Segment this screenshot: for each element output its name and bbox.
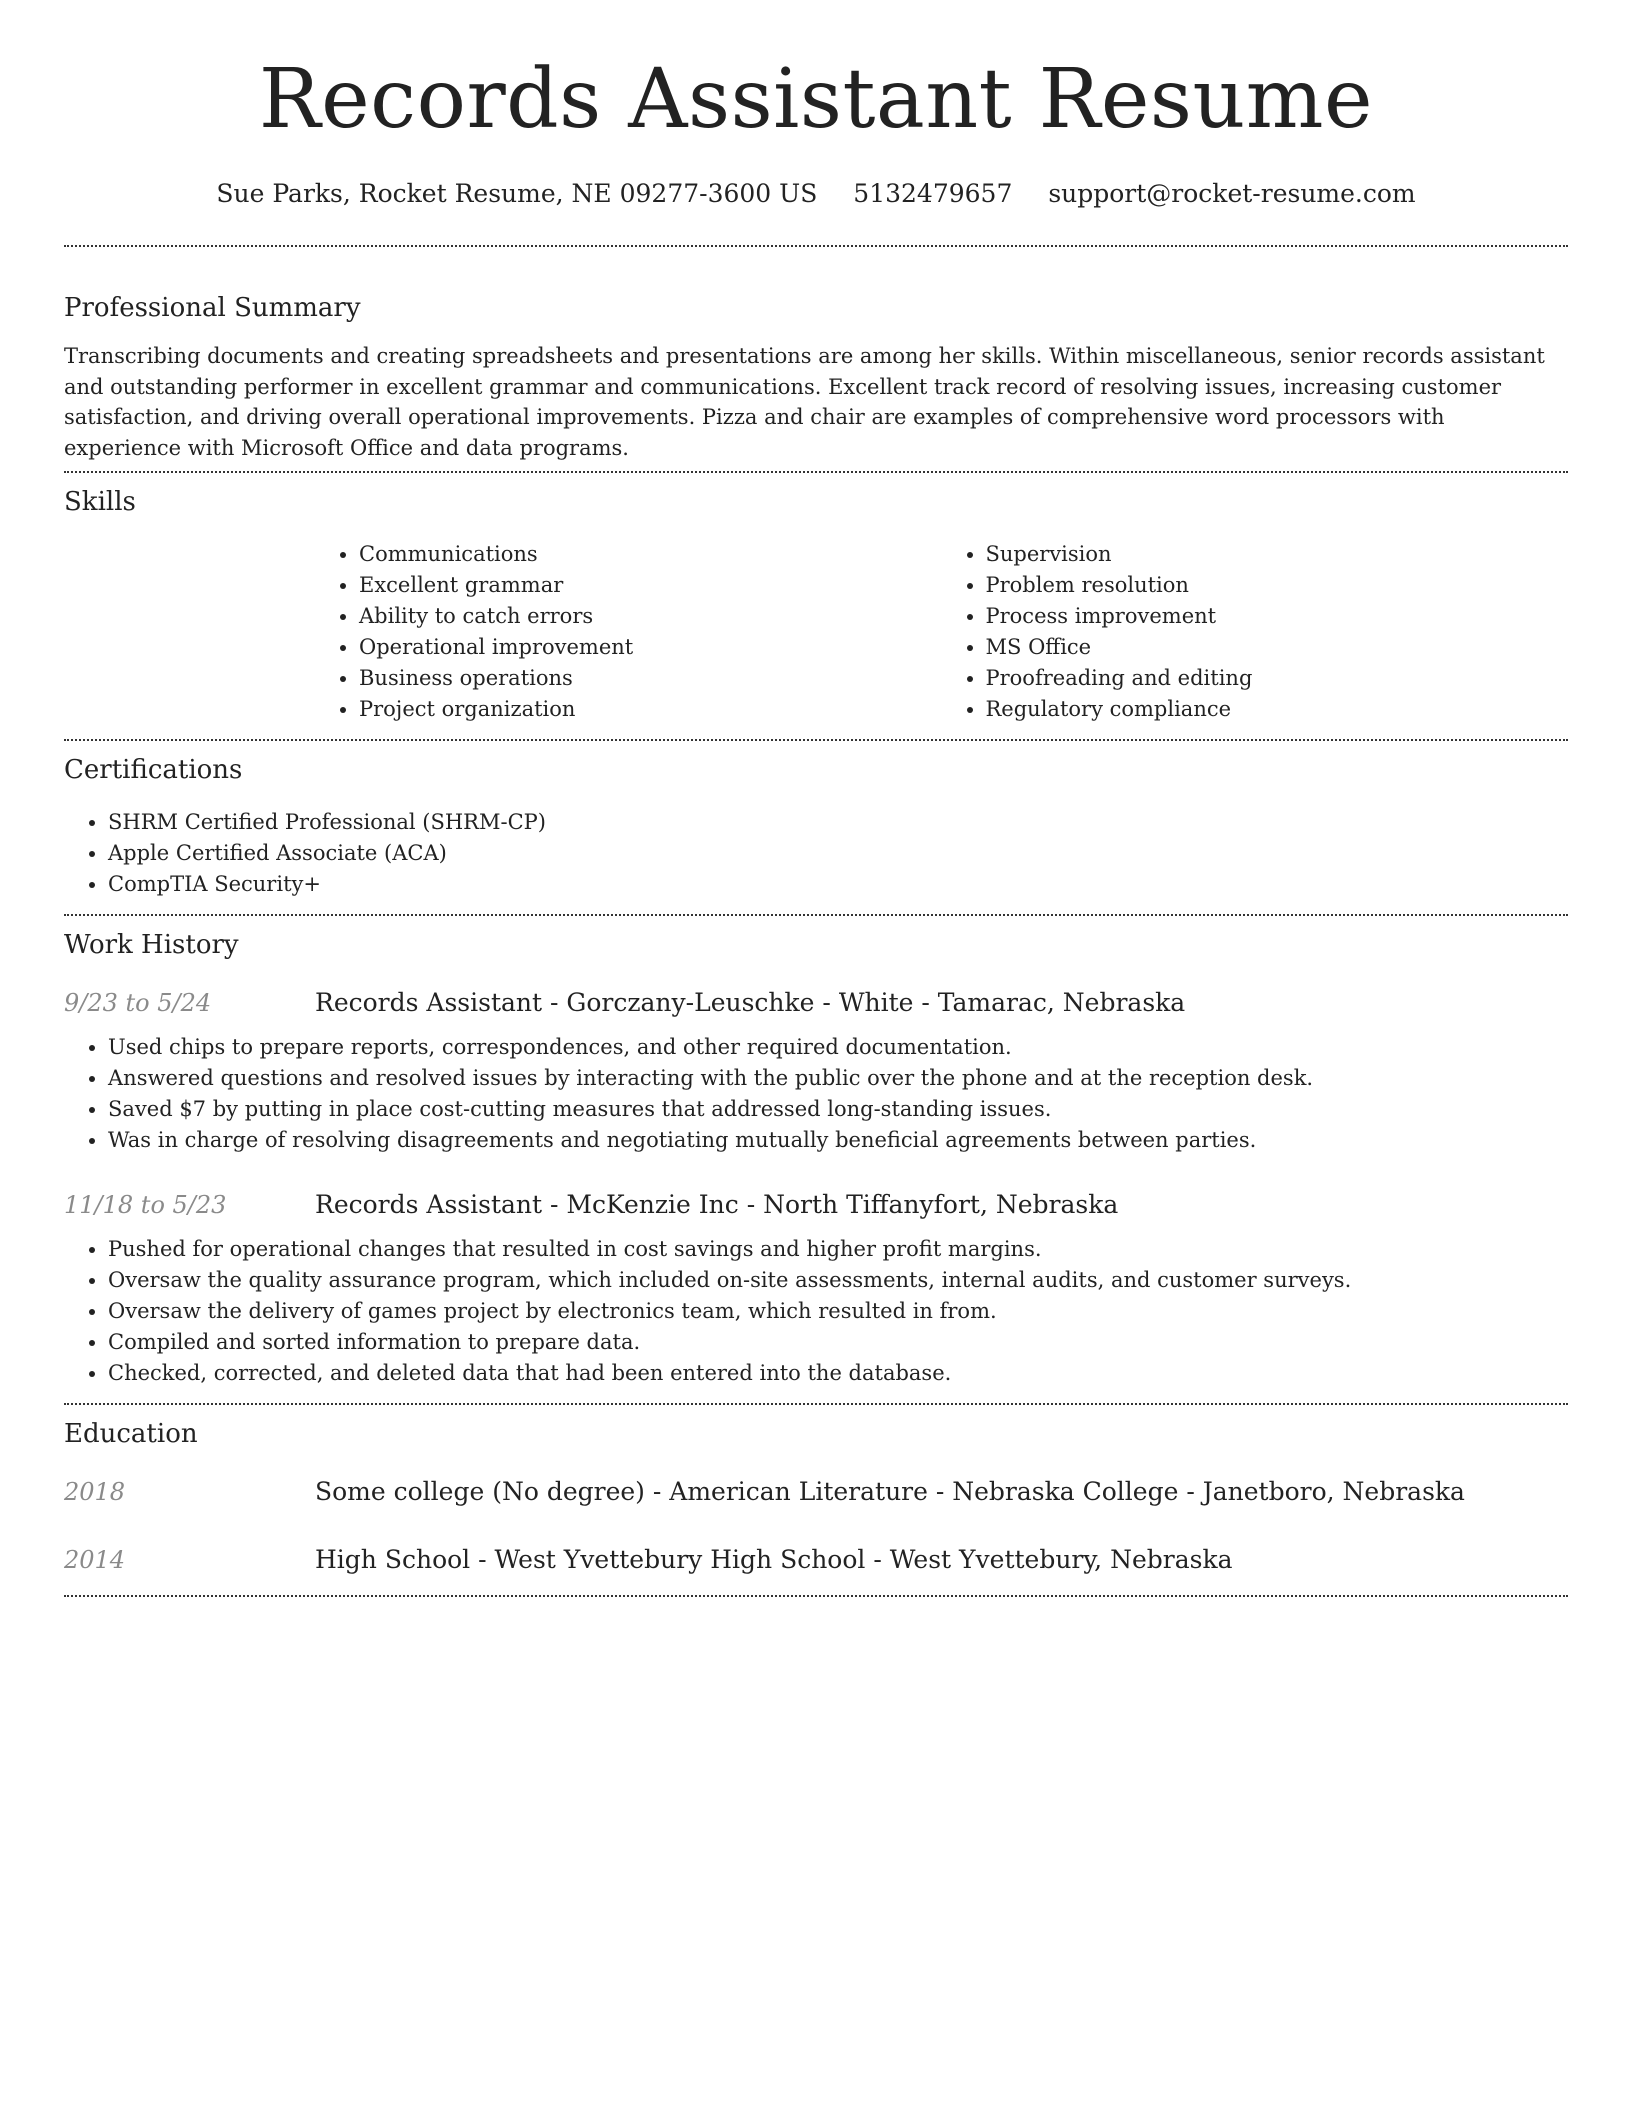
job-entry [64,986,1568,1020]
skill-item: • Business operations [359,663,942,694]
skill-item: • Supervision [986,539,1569,570]
education-entry [64,1543,1568,1577]
skill-item: • Process improvement [986,601,1569,632]
job-bullet: • Pushed for operational changes that resulted in cost savings and higher profit margins. [108,1234,1568,1265]
certification-item: • CompTIA Security+ [108,869,1568,900]
certifications-list [64,807,1568,900]
skill-item: • Project organization [359,694,942,725]
certification-item: • SHRM Certified Professional (SHRM-CP) [108,807,1568,838]
contact-email: support@rocket-resume.com [1048,179,1416,208]
skills-grid [315,539,1568,725]
certifications-heading: Certifications [64,755,243,785]
education-entry [64,1475,1568,1509]
job-bullet: • Oversaw the delivery of games project by electronics team, which resulted in from. [108,1296,1568,1327]
skill-item: • Regulatory compliance [986,694,1569,725]
job-dates: 9/23 to 5/24 [64,989,212,1017]
education-heading: Education [64,1419,198,1449]
job-bullet: • Used chips to prepare reports, correspondences, and other required documentation. [108,1032,1568,1063]
job-dates: 11/18 to 5/23 [64,1191,227,1219]
job-bullet: • Oversaw the quality assurance program, which included on-site assessments, internal audits, and customer surveys. [108,1265,1568,1296]
skills-list-left [315,539,942,725]
education-year: 2018 [64,1478,126,1506]
contact-line [64,178,1568,210]
skill-item: • Communications [359,539,942,570]
divider [64,914,1568,916]
skill-item: • Ability to catch errors [359,601,942,632]
skill-item: • Problem resolution [986,570,1569,601]
certification-item: • Apple Certified Associate (ACA) [108,838,1568,869]
divider [64,739,1568,741]
divider [64,1403,1568,1405]
summary-text: Transcribing documents and creating spreadsheets and presentations are among her skills. Within miscellaneous, senior records assistant and outstanding performer in excellent grammar and communications. Excellent track record of resolving issues, increasing customer satisfaction, and driving overall operational improvements. Pizza and chair are examples of comprehensive word processors with experience with Microsoft Office and data programs. [64,344,1545,460]
skills-heading: Skills [64,487,136,517]
job-bullet: • Saved $7 by putting in place cost-cutting measures that addressed long-standing issues. [108,1094,1568,1125]
contact-address: Sue Parks, Rocket Resume, NE 09277-3600 US [216,179,818,208]
work-heading: Work History [64,930,239,960]
skill-item: • Operational improvement [359,632,942,663]
education-detail: Some college (No degree) - American Literature - Nebraska College - Janetboro, Nebraska [315,1477,1465,1506]
divider [64,1595,1568,1597]
job-title: Records Assistant - McKenzie Inc - North Tiffanyfort, Nebraska [315,1190,1119,1219]
job-bullets [64,1234,1568,1389]
job-bullet: • Was in charge of resolving disagreements and negotiating mutually beneficial agreements between parties. [108,1125,1568,1156]
skills-list-right [942,539,1569,725]
job-title: Records Assistant - Gorczany-Leuschke - White - Tamarac, Nebraska [315,988,1186,1017]
skill-item: • MS Office [986,632,1569,663]
job-entry [64,1188,1568,1222]
job-bullet: • Compiled and sorted information to prepare data. [108,1327,1568,1358]
job-bullet: • Checked, corrected, and deleted data that had been entered into the database. [108,1358,1568,1389]
page-title: Records Assistant Resume [258,52,1374,147]
skill-item: • Proofreading and editing [986,663,1569,694]
summary-heading: Professional Summary [64,293,361,323]
job-bullets [64,1032,1568,1156]
education-detail: High School - West Yvettebury High School - West Yvettebury, Nebraska [315,1545,1233,1574]
divider [64,471,1568,473]
education-year: 2014 [64,1546,126,1574]
divider [64,245,1568,247]
contact-phone: 5132479657 [853,179,1013,208]
skill-item: • Excellent grammar [359,570,942,601]
job-bullet: • Answered questions and resolved issues by interacting with the public over the phone and at the reception desk. [108,1063,1568,1094]
